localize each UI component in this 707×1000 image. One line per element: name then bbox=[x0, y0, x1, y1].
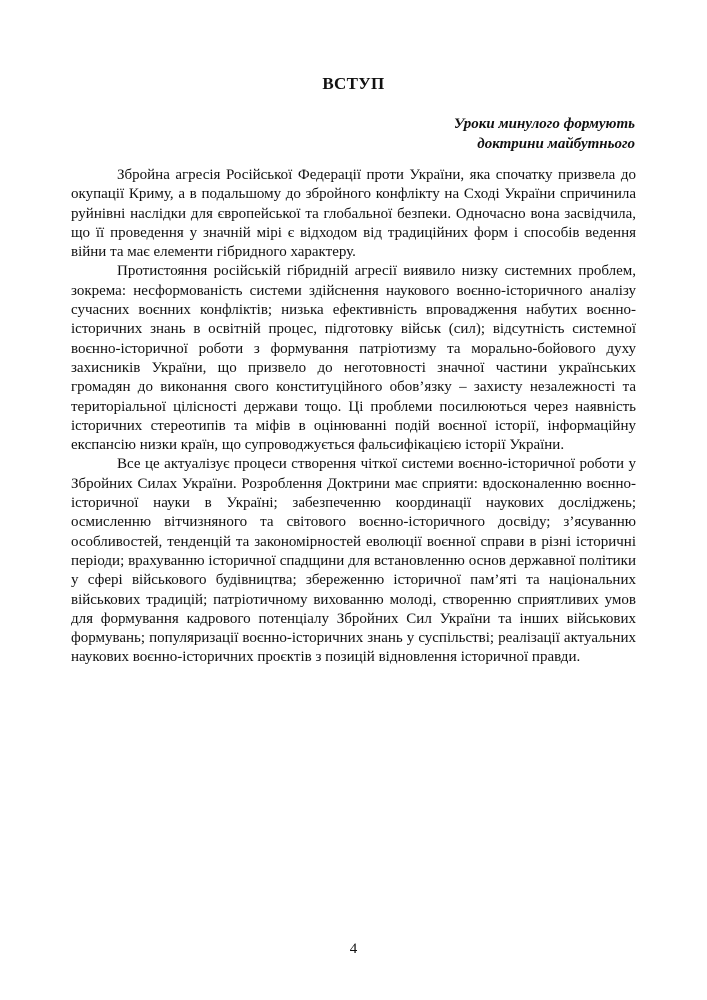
paragraph-2: Протистояння російській гібридній агресії виявило низку системних проблем, зокрема: несформованість системи здійснення наукового воєнно-історичного аналізу сучасних воєнних конфліктів; низька ефективність впровадження набутих воєнно-історичних знань в освітній процес, підготовку військ (сил); відсутність системної воєнно-історичної роботи з формування патріотизму та морально-бойового духу захисників України, що призвело до неготовності значної частини українських громадян до виконання свого конституційного обов’язку – захисту незалежності та територіальної цілісності держави тощо. Ці проблеми посилюються через наявність історичних стереотипів та міфів в оцінюванні подій воєнної історії, інформаційну експансію низки країн, що супроводжується фальсифікацією історії України. bbox=[71, 263, 636, 454]
epigraph bbox=[454, 114, 635, 154]
epigraph-line-2: доктрини майбутнього bbox=[477, 136, 635, 152]
paragraph-1: Збройна агресія Російської Федерації проти України, яка спочатку призвела до окупації Криму, а в подальшому до збройного конфлікту на Сході України спричинила руйнівні наслідки для європейської та глобальної безпеки. Одночасно вона засвідчила, що її проведення у значній мірі є відходом від традиційних форм і способів ведення війни та має елементи гібридного характеру. bbox=[71, 167, 636, 261]
body-text bbox=[71, 166, 636, 668]
section-title: ВСТУП bbox=[322, 74, 385, 93]
epigraph-line-1: Уроки минулого формують bbox=[453, 116, 635, 132]
paragraph-3: Все це актуалізує процеси створення чіткої системи воєнно-історичної роботи у Збройних Силах України. Розроблення Доктрини має сприяти: вдосконаленню воєнно-історичної науки в Україні; забезпеченню координації наукових досліджень; осмисленню вітчизняного та світового воєнно-історичного досвіду; з’ясуванню особливостей, тенденцій та закономірностей еволюції воєнної справи в різні історичні періоди; врахуванню історичної спадщини для встановленню основ державної політики у сфері військового будівництва; збереженню історичної пам’яті та національних військових традицій; патріотичному вихованню молоді, створенню сприятливих умов для формування кадрового потенціалу Збройних Сил України та інших військових формувань; популяризації воєнно-історичних знань у суспільстві; реалізації актуальних наукових воєнно-історичних проєктів з позицій відновлення історичної правди. bbox=[71, 456, 636, 666]
page-number: 4 bbox=[349, 941, 358, 957]
